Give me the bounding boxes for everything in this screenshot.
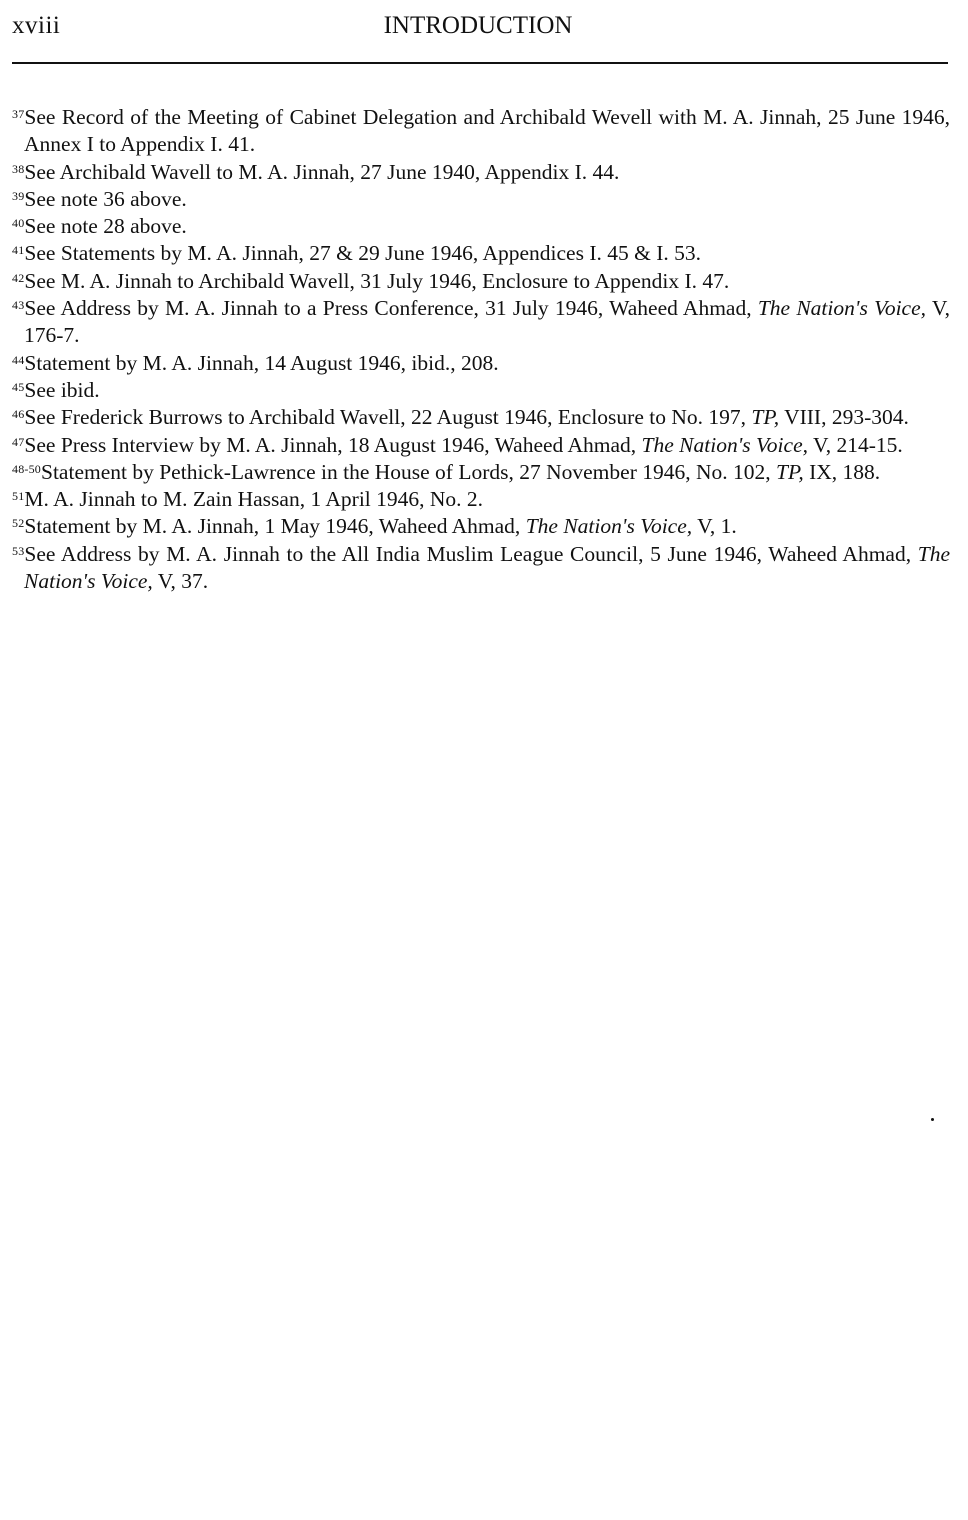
endnote [12,513,950,540]
endnote-text: See note 28 above. [24,214,187,239]
endnote-text: See M. A. Jinnah to Archibald Wavell, 31 July 1946, Enclosure to Appendix I. 47. [24,268,730,293]
endnote-text: V, 214-15. [807,432,903,457]
endnote-number: 41 [12,243,25,258]
endnote [12,268,950,295]
endnote-number: 40 [12,216,25,231]
endnote [12,459,950,486]
endnote [12,186,950,213]
endnote-italic-title: The Nation's Voice, [24,541,950,594]
endnote-italic-title: TP, [751,405,780,430]
endnote-text: M. A. Jinnah to M. Zain Hassan, 1 April 1946, No. 2. [24,487,484,512]
endnote [12,350,950,377]
endnote-number: 38 [12,161,25,176]
endnote-italic-title: The Nation's Voice, [757,296,926,321]
endnote-text: Statement by Pethick-Lawrence in the House of Lords, 27 November 1946, No. 102, [41,459,777,484]
endnote-number: 48-50 [12,461,41,476]
endnote [12,432,950,459]
endnote [12,213,950,240]
endnote-text: See Press Interview by M. A. Jinnah, 18 August 1946, Waheed Ahmad, [24,432,642,457]
endnote-number: 43 [12,298,25,313]
endnote-text: V, 1. [692,514,737,539]
endnote [12,240,950,267]
endnote-italic-title: The Nation's Voice, [525,514,693,539]
endnote-text: See Address by M. A. Jinnah to the All India Muslim League Council, 5 June 1946, Waheed Ahmad, [24,541,918,566]
endnote-number: 53 [12,543,25,558]
endnote-number: 39 [12,188,25,203]
endnote-text: IX, 188. [803,459,881,484]
endnote-number: 46 [12,407,25,422]
endnotes-list [12,104,950,595]
endnote-italic-title: TP, [776,459,804,484]
endnote-number: 44 [12,352,25,367]
endnote-text: See ibid. [24,377,100,402]
endnote-text: VIII, 293-304. [779,405,909,430]
endnote [12,541,950,596]
endnote-italic-title: The Nation's Voice, [641,432,808,457]
endnote-number: 37 [12,107,25,121]
page-number: xviii [12,12,61,39]
endnote-number: 47 [12,434,25,449]
endnote-text: Statement by M. A. Jinnah, 14 August 1946, ibid., 208. [24,350,499,375]
endnote [12,486,950,513]
endnote-text: Statement by M. A. Jinnah, 1 May 1946, Waheed Ahmad, [24,514,526,539]
endnote-text: See Archibald Wavell to M. A. Jinnah, 27 June 1940, Appendix I. 44. [24,159,620,184]
endnote [12,295,950,350]
header-rule [12,62,948,64]
endnote [12,159,950,186]
endnote-number: 42 [12,270,25,285]
endnote-number: 45 [12,379,25,394]
endnote [12,377,950,404]
endnote-text: See Address by M. A. Jinnah to a Press Conference, 31 July 1946, Waheed Ahmad, [24,296,758,321]
endnote [12,104,950,159]
endnote-text: See note 36 above. [24,186,187,211]
endnote-text: See Statements by M. A. Jinnah, 27 & 29 June 1946, Appendices I. 45 & I. 53. [24,241,701,266]
endnote [12,404,950,431]
endnote-number: 51 [12,489,25,504]
endnote-text: See Frederick Burrows to Archibald Wavell, 22 August 1946, Enclosure to No. 197, [24,405,752,430]
endnote-number: 52 [12,516,25,531]
endnote-text: V, 176-7. [24,296,950,348]
print-speck [931,1118,934,1121]
endnote-text: V, 37. [152,569,209,594]
endnote-text: See Record of the Meeting of Cabinet Delegation and Archibald Wevell with M. A. Jinnah, 25 June 1946, Annex I to Appendix I. 41. [24,105,950,157]
running-head: INTRODUCTION [383,12,573,39]
